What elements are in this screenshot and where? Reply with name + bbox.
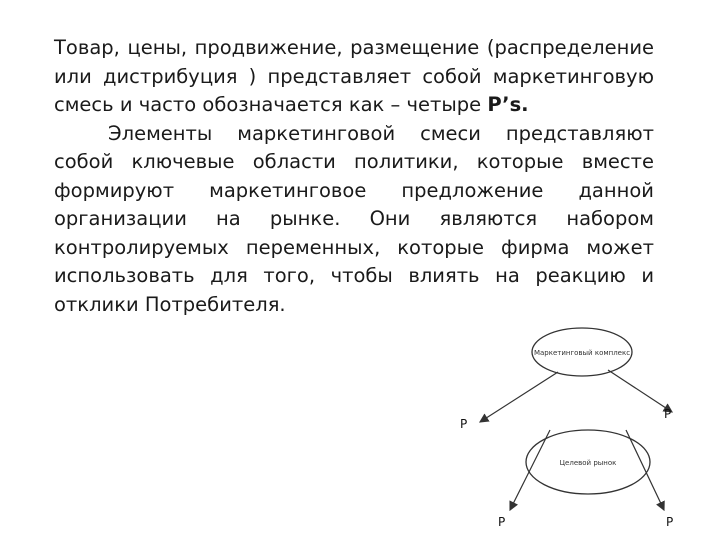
p-label-right-top: P	[664, 407, 672, 421]
marketing-mix-diagram	[440, 310, 720, 540]
paragraph-1	[54, 34, 654, 120]
arrow-left-top	[480, 372, 558, 422]
p-label-left-top: P	[460, 417, 468, 431]
arrow-left-bottom	[510, 430, 550, 510]
main-text	[54, 34, 654, 319]
arrow-right-top	[608, 370, 672, 412]
arrow-right-bottom	[626, 430, 664, 510]
p-label-left-bottom: P	[498, 515, 506, 529]
p-label-right-bottom: P	[666, 515, 674, 529]
four-ps-emphasis: P’s.	[487, 93, 529, 116]
paragraph-1-text: Товар, цены, продвижение, размещение (распределение или дистрибуция ) представляет собой маркетинговую смесь и часто обозначается как – четыре	[54, 36, 654, 116]
target-market-label: Целевой рынок	[559, 459, 617, 467]
marketing-complex-label: Маркетинговый комплекс	[533, 349, 631, 357]
paragraph-2: Элементы маркетинговой смеси представляют собой ключевые области политики, которые вместе формируют маркетинговое предложение данной организации на рынке. Они являются набором контролируемых переменных, которые фирма может использовать для того, чтобы влиять на реакцию и отклики Потребителя.	[54, 121, 654, 316]
